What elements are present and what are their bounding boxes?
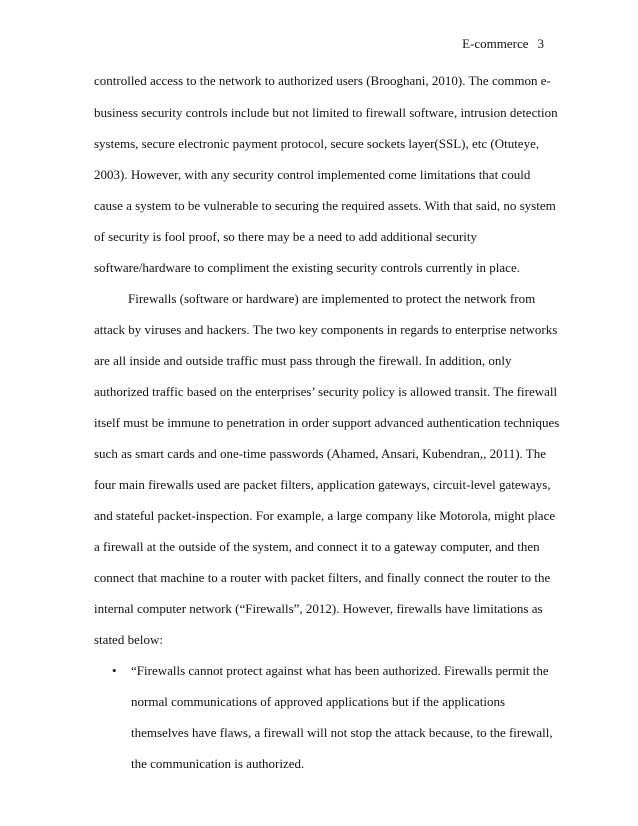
body-line: attack by viruses and hackers. The two key components in regards to enterprise networks xyxy=(94,322,558,337)
body-line: such as smart cards and one-time passwords (Ahamed, Ansari, Kubendran,, 2011). The xyxy=(94,446,546,461)
body-line: internal computer network (“Firewalls”, 2012). However, firewalls have limitations as xyxy=(94,601,543,616)
body-line: itself must be immune to penetration in order support advanced authentication techniques xyxy=(94,415,560,430)
bullet-line: “Firewalls cannot protect against what has been authorized. Firewalls permit the xyxy=(131,663,549,678)
body-line: 2003). However, with any security control implemented come limitations that could xyxy=(94,167,531,182)
body-line: cause a system to be vulnerable to securing the required assets. With that said, no system xyxy=(94,198,556,213)
body-line: stated below: xyxy=(94,632,163,647)
body-line: business security controls include but not limited to firewall software, intrusion detection xyxy=(94,105,558,120)
bullet-line: themselves have flaws, a firewall will not stop the attack because, to the firewall, xyxy=(131,725,553,740)
body-line: authorized traffic based on the enterprises’ security policy is allowed transit. The firewall xyxy=(94,384,558,399)
paragraph-first-line: Firewalls (software or hardware) are implemented to protect the network from xyxy=(128,291,536,306)
body-line: a firewall at the outside of the system, and connect it to a gateway computer, and then xyxy=(94,539,540,554)
body-line: controlled access to the network to authorized users (Brooghani, 2010). The common e- xyxy=(94,73,551,88)
bullet-line: the communication is authorized. xyxy=(131,756,305,771)
bullet-icon: • xyxy=(112,663,117,678)
body-line: and stateful packet-inspection. For example, a large company like Motorola, might place xyxy=(94,508,556,523)
body-line: software/hardware to compliment the existing security controls currently in place. xyxy=(94,260,520,275)
running-head-title: E-commerce xyxy=(462,36,529,51)
body-line: systems, secure electronic payment protocol, secure sockets layer(SSL), etc (Otuteye, xyxy=(94,136,540,151)
bullet-line: normal communications of approved applications but if the applications xyxy=(131,694,506,709)
body-line: connect that machine to a router with packet filters, and finally connect the router to the xyxy=(94,570,551,585)
body-line: four main firewalls used are packet filters, application gateways, circuit-level gateways, xyxy=(94,477,551,492)
page-number: 3 xyxy=(537,36,544,51)
body-line: of security is fool proof, so there may be a need to add additional security xyxy=(94,229,478,244)
body-line: are all inside and outside traffic must pass through the firewall. In addition, only xyxy=(94,353,512,368)
running-head xyxy=(462,36,544,52)
